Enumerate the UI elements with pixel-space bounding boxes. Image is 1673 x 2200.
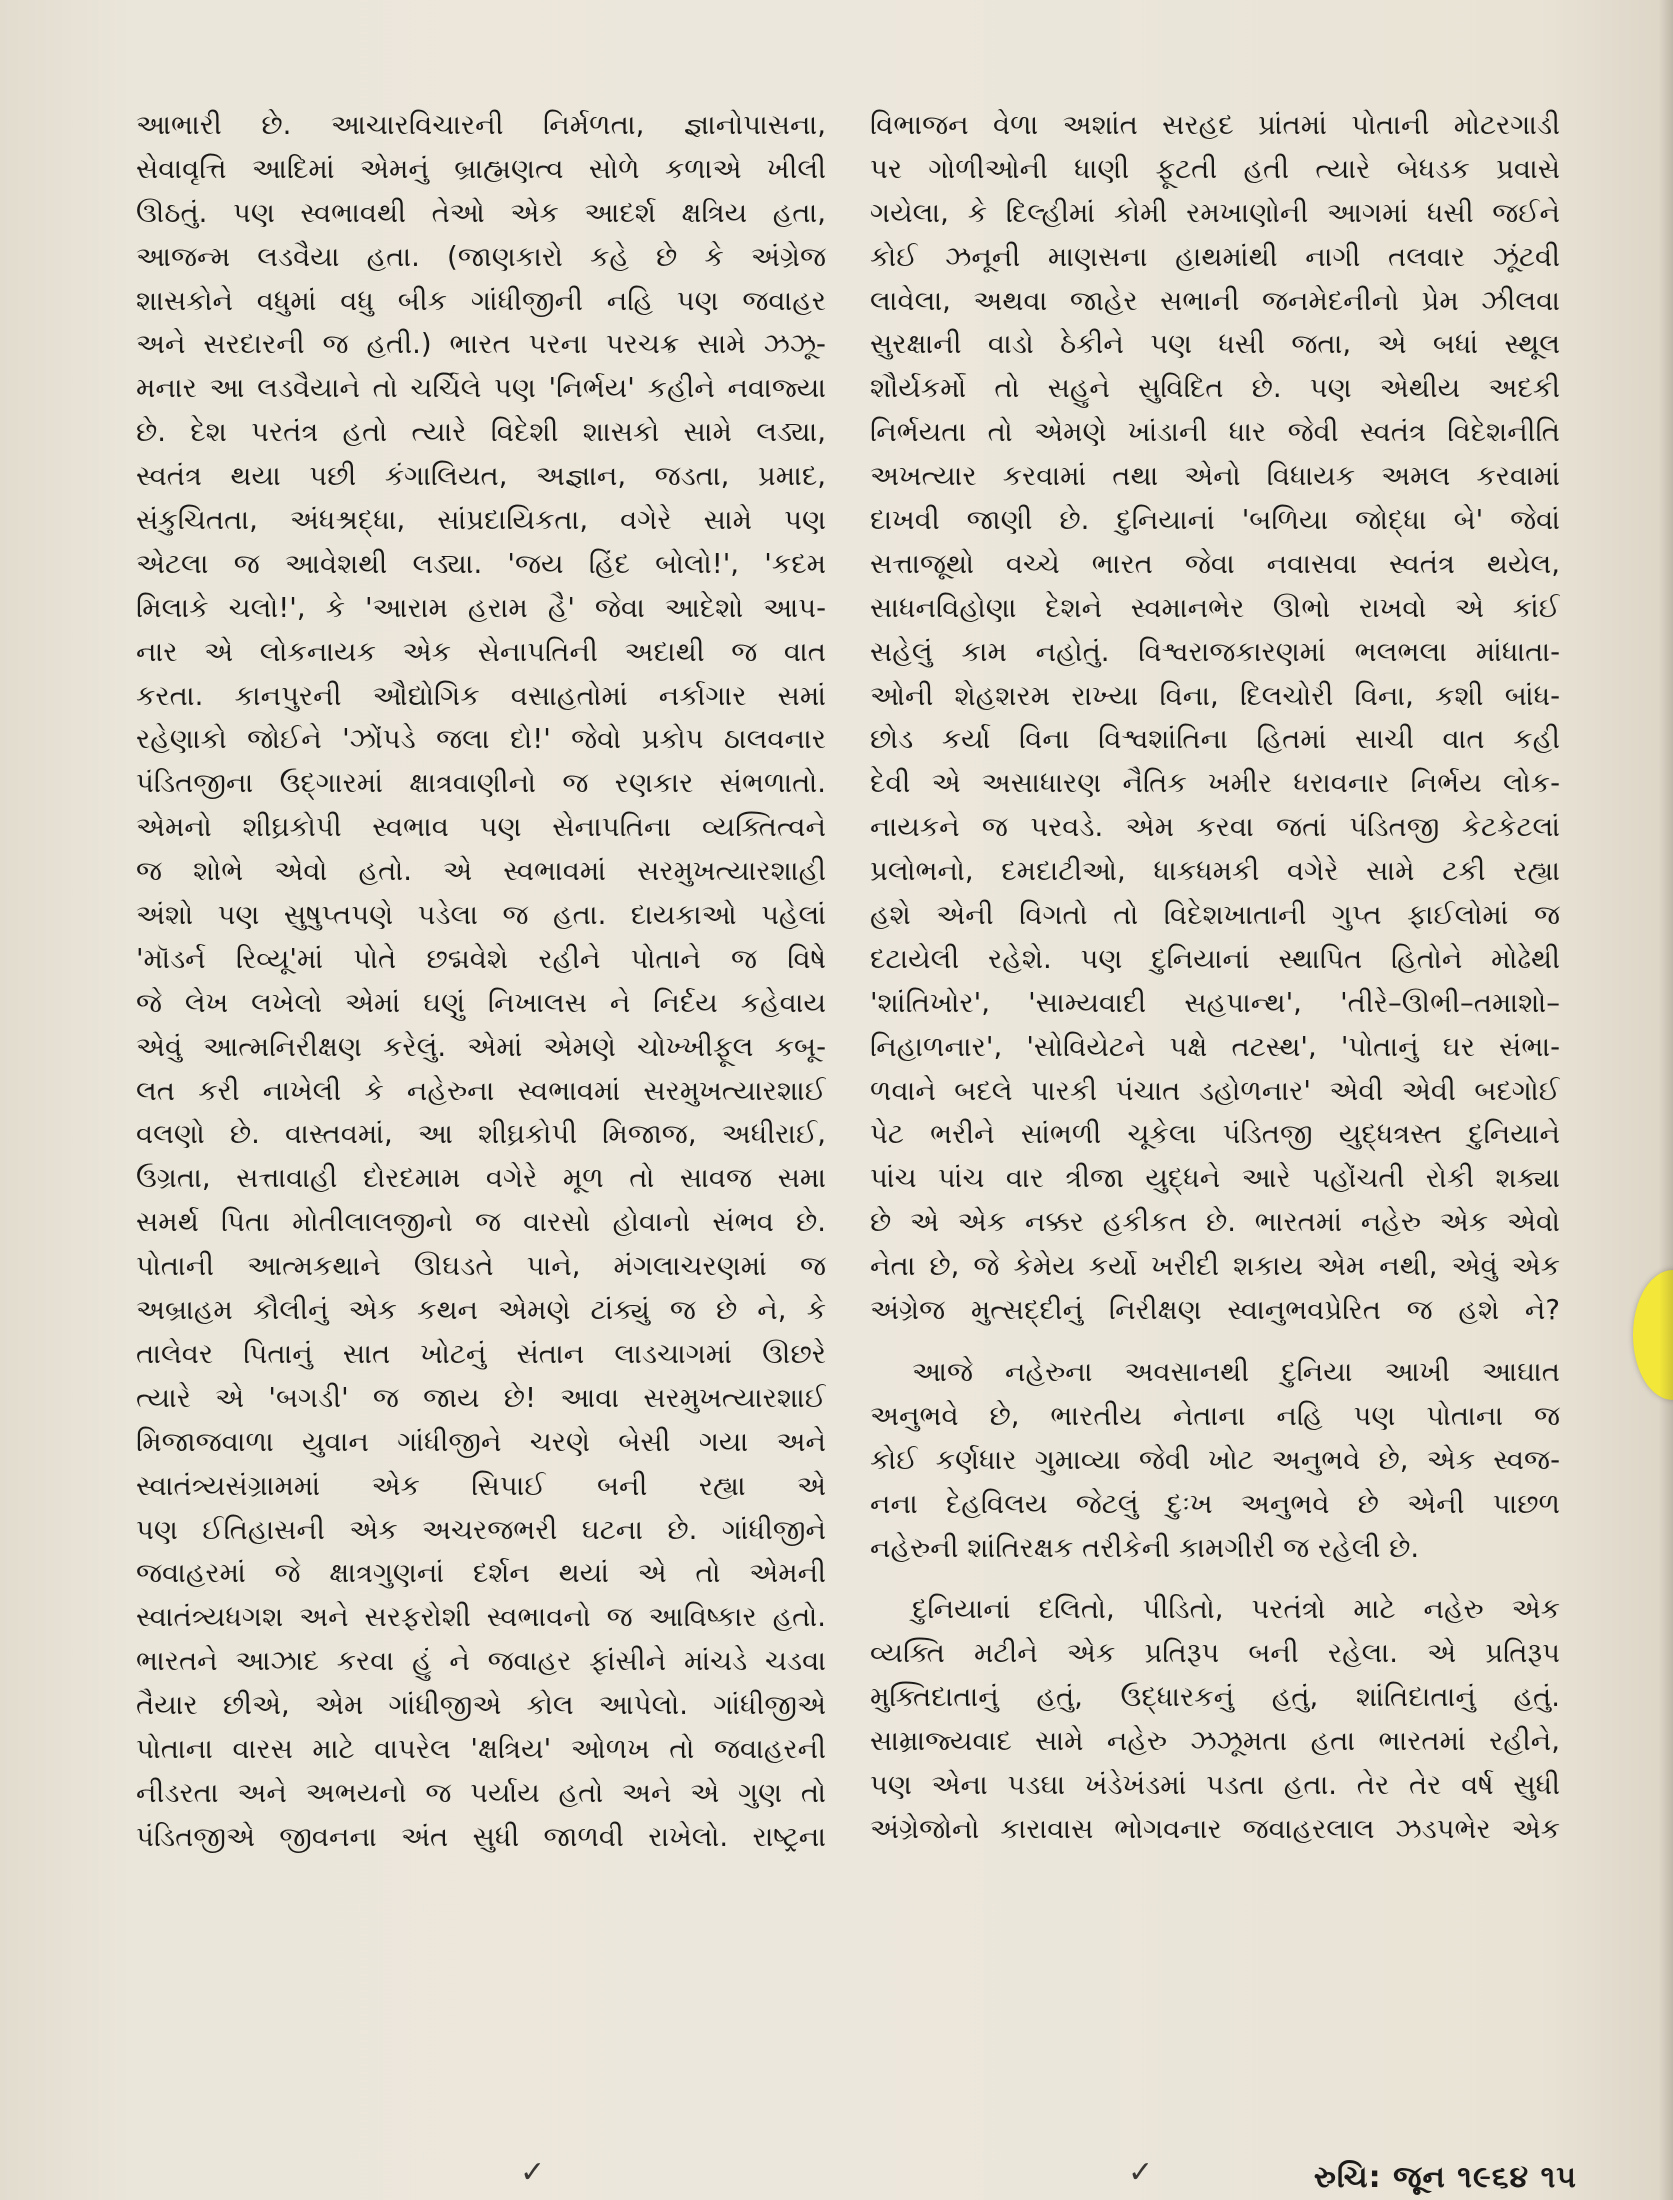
text-line: કોઈ ઝનૂની માણસના હાથમાંથી નાગી તલવાર ઝૂંટવી xyxy=(870,240,1560,273)
text-line: વલણો છે. વાસ્તવમાં, આ શીઘ્રકોપી મિજાજ, અધીરાઈ, xyxy=(136,1118,826,1151)
text-line: સ્વાતંત્ર્યસંગ્રામમાં એક સિપાઈ બની રહ્યા એ xyxy=(136,1469,826,1502)
text-line: સામ્રાજ્યવાદ સામે નહેરુ ઝઝૂમતા હતા ભારતમાં રહીને, xyxy=(870,1725,1560,1758)
text-line: અંગ્રેજ મુત્સદ્દીનું નિરીક્ષણ સ્વાનુભવપ્રેરિત જ હશે ને? xyxy=(870,1294,1560,1327)
text-line: ભારતને આઝાદ કરવા હું ને જવાહર ફાંસીને માંચડે ચડવા xyxy=(136,1645,826,1678)
text-line: પંડિતજીએ જીવનના અંત સુધી જાળવી રાખેલો. રાષ્ટ્રના xyxy=(136,1820,826,1853)
text-line: નિહાળનાર', 'સોવિયેટને પક્ષે તટસ્થ', 'પોતાનું ઘર સંભા- xyxy=(870,1030,1560,1063)
text-line: જવાહરમાં જે ક્ષાત્રગુણનાં દર્શન થયાં એ તો એમની xyxy=(136,1557,826,1590)
text-line: સમર્થ પિતા મોતીલાલજીનો જ વારસો હોવાનો સંભવ છે. xyxy=(136,1206,826,1239)
text-line: છે એ એક નક્કર હકીકત છે. ભારતમાં નહેરુ એક એવો xyxy=(870,1206,1560,1239)
text-line: એવું આત્મનિરીક્ષણ કરેલું. એમાં એમણે ચોખ્ખીફૂલ કબૂ- xyxy=(136,1030,826,1063)
text-line: જે લેખ લખેલો એમાં ઘણું નિખાલસ ને નિર્દય કહેવાય xyxy=(136,986,826,1019)
right-paragraph-3 xyxy=(870,1588,1560,1851)
text-line: સહેલું કામ નહોતું. વિશ્વરાજકારણમાં ભલભલા માંધાતા- xyxy=(870,635,1560,668)
text-line: દાખવી જાણી છે. દુનિયાનાં 'બળિયા જોદ્ધા બે' જેવાં xyxy=(870,504,1560,537)
text-line: પેટ ભરીને સાંભળી ચૂકેલા પંડિતજી યુદ્ધત્રસ્ત દુનિયાને xyxy=(870,1118,1560,1151)
text-line: એટલા જ આવેશથી લડ્યા. 'જય હિંદ બોલો!', 'કદમ xyxy=(136,547,826,580)
text-line: પોતાની આત્મકથાને ઊઘડતે પાને, મંગલાચરણમાં જ xyxy=(136,1250,826,1283)
text-line: 'શાંતિખોર', 'સામ્યવાદી સહપાન્થ', 'તીરે–ઊભી–તમાશો– xyxy=(870,986,1560,1019)
text-line: લત કરી નાખેલી કે નહેરુના સ્વભાવમાં સરમુખત્યારશાઈ xyxy=(136,1074,826,1107)
text-line: પણ એના પડઘા ખંડેખંડમાં પડતા હતા. તેર તેર વર્ષ સુધી xyxy=(870,1768,1560,1801)
text-line: વિભાજન વેળા અશાંત સરહદ પ્રાંતમાં પોતાની મોટરગાડી xyxy=(870,109,1560,141)
text-line: સ્વતંત્ર થયા પછી કંગાલિયત, અજ્ઞાન, જડતા, પ્રમાદ, xyxy=(136,460,826,493)
text-line: ઓની શેહશરમ રાખ્યા વિના, દિલચોરી વિના, કશી બાંધ- xyxy=(870,679,1560,712)
text-line: નિર્ભયતા તો એમણે ખાંડાની ધાર જેવી સ્વતંત્ર વિદેશનીતિ xyxy=(870,416,1560,449)
text-line: કોઈ કર્ણધાર ગુમાવ્યા જેવી ખોટ અનુભવે છે, એક સ્વજ- xyxy=(870,1443,1560,1476)
text-line: મુક્તિદાતાનું હતું, ઉદ્ધારકનું હતું, શાંતિદાતાનું હતું. xyxy=(870,1681,1560,1714)
paragraph-gap xyxy=(870,1570,1560,1588)
text-line: આજે નહેરુના અવસાનથી દુનિયા આખી આઘાત xyxy=(912,1355,1560,1388)
right-column xyxy=(870,104,1560,1852)
text-line: છે. દેશ પરતંત્ર હતો ત્યારે વિદેશી શાસકો સામે લડ્યા, xyxy=(136,416,826,449)
text-line: સંકુચિતતા, અંધશ્રદ્ધા, સાંપ્રદાયિકતા, વગેરે સામે પણ xyxy=(136,504,826,537)
text-line: પાંચ પાંચ વાર ત્રીજા યુદ્ધને આરે પહોંચતી રોકી શક્યા xyxy=(870,1162,1560,1195)
text-line: તાલેવર પિતાનું સાત ખોટનું સંતાન લાડચાગમાં ઊછરે xyxy=(136,1337,826,1370)
text-line: નાયકને જ પરવડે. એમ કરવા જતાં પંડિતજી કેટકેટલાં xyxy=(870,811,1560,844)
text-line: અબ્રાહમ કૌલીનું એક કથન એમણે ટાંક્યું જ છે ને, કે xyxy=(136,1294,826,1327)
right-paragraph-2 xyxy=(870,1351,1560,1570)
text-line: છોડ કર્યા વિના વિશ્વશાંતિના હિતમાં સાચી વાત કહી xyxy=(870,723,1560,756)
text-line: નીડરતા અને અભયનો જ પર્યાય હતો અને એ ગુણ તો xyxy=(136,1776,826,1809)
text-line: પંડિતજીના ઉદ્ગારમાં ક્ષાત્રવાણીનો જ રણકાર સંભળાતો. xyxy=(136,767,826,800)
text-line: આજન્મ લડવૈયા હતા. (જાણકારો કહે છે કે અંગ્રેજ xyxy=(136,240,826,273)
text-line: અખત્યાર કરવામાં તથા એનો વિધાયક અમલ કરવામાં xyxy=(870,460,1560,493)
text-line: નેતા છે, જે કેમેય કર્યો ખરીદી શકાય એમ નથી, એવું એક xyxy=(870,1250,1560,1283)
text-line: 'મૉડર્ન રિવ્યૂ'માં પોતે છદ્મવેશે રહીને પોતાને જ વિષે xyxy=(136,942,826,975)
text-line: ઉગ્રતા, સત્તાવાહી દોરદમામ વગેરે મૂળ તો સાવજ સમા xyxy=(136,1162,826,1195)
text-line: ઊઠતું. પણ સ્વભાવથી તેઓ એક આદર્શ ક્ષત્રિય હતા, xyxy=(136,196,826,229)
pencil-tick-mark: ✓ xyxy=(520,2155,546,2190)
text-line: સાધનવિહોણા દેશને સ્વમાનભેર ઊભો રાખવો એ કાંઈ xyxy=(870,591,1560,624)
text-line: પોતાના વારસ માટે વાપરેલ 'ક્ષત્રિય' ઓળખ તો જવાહરની xyxy=(136,1732,826,1765)
text-line: મિલાકે ચલો!', કે 'આરામ હરામ હૈ' જેવા આદેશો આપ- xyxy=(136,591,826,624)
text-line: અનુભવે છે, ભારતીય નેતાના નહિ પણ પોતાના જ xyxy=(870,1399,1560,1432)
text-line: સુરક્ષાની વાડો ઠેકીને પણ ધસી જતા, એ બધાં સ્થૂલ xyxy=(870,328,1560,361)
text-line: જ શોભે એવો હતો. એ સ્વભાવમાં સરમુખત્યારશાહી xyxy=(136,855,826,888)
text-line: શૌર્યકર્મો તો સહુને સુવિદિત છે. પણ એથીય અદકી xyxy=(870,372,1560,405)
text-line: નાર એ લોકનાયક એક સેનાપતિની અદાથી જ વાત xyxy=(136,635,826,668)
text-line: પ્રલોભનો, દમદાટીઓ, ધાકધમકી વગેરે સામે ટકી રહ્યા xyxy=(870,855,1560,888)
text-line: દુનિયાનાં દલિતો, પીડિતો, પરતંત્રો માટે નહેરુ એક xyxy=(912,1593,1560,1626)
text-line: નહેરુની શાંતિરક્ષક તરીકેની કામગીરી જ રહેલી છે. xyxy=(870,1531,1420,1564)
paragraph-gap xyxy=(870,1333,1560,1351)
text-line: કરતા. કાનપુરની ઔદ્યોગિક વસાહતોમાં નર્કાગાર સમાં xyxy=(136,679,826,712)
text-line: લાવેલા, અથવા જાહેર સભાની જનમેદનીનો પ્રેમ ઝીલવા xyxy=(870,284,1560,317)
text-line: ગયેલા, કે દિલ્હીમાં કોમી રમખાણોની આગમાં ધસી જઈને xyxy=(870,196,1560,229)
text-line: ત્યારે એ 'બગડી' જ જાય છે! આવા સરમુખત્યારશાઈ xyxy=(136,1381,826,1414)
text-line: તૈયાર છીએ, એમ ગાંધીજીએ કોલ આપેલો. ગાંધીજીએ xyxy=(136,1689,826,1722)
text-line: શાસકોને વધુમાં વધુ બીક ગાંધીજીની નહિ પણ જવાહર xyxy=(136,284,826,317)
text-line: અંગ્રેજોનો કારાવાસ ભોગવનાર જવાહરલાલ ઝડપભેર એક xyxy=(870,1812,1560,1845)
text-line: અંશો પણ સુષુપ્તપણે પડેલા જ હતા. દાયકાઓ પહેલાં xyxy=(136,899,826,932)
text-line: સ્વાતંત્ર્યધગશ અને સરફરોશી સ્વભાવનો જ આવિષ્કાર હતો. xyxy=(136,1601,826,1634)
text-line: સત્તાજૂથો વચ્ચે ભારત જેવા નવાસવા સ્વતંત્ર થયેલ, xyxy=(870,547,1560,580)
text-line: આભારી છે. આચારવિચારની નિર્મળતા, જ્ઞાનોપાસના, xyxy=(136,109,826,141)
left-column xyxy=(136,104,826,1860)
page-edge-shadow xyxy=(1659,0,1673,2200)
text-line: પર ગોળીઓની ધાણી ફૂટતી હતી ત્યારે બેધડક પ્રવાસે xyxy=(870,152,1560,185)
pencil-tick-mark: ✓ xyxy=(1128,2155,1154,2190)
text-line: ળવાને બદલે પારકી પંચાત ડહોળનાર' એવી એવી બદગોઈ xyxy=(870,1074,1560,1107)
text-line: દટાયેલી રહેશે. પણ દુનિયાનાં સ્થાપિત હિતોને મોઢેથી xyxy=(870,942,1560,975)
text-line: રહેણાકો જોઈને 'ઝોંપડે જલા દો!' જેવો પ્રકોપ ઠાલવનાર xyxy=(136,723,826,756)
text-line: નના દેહવિલય જેટલું દુઃખ અનુભવે છે એની પાછળ xyxy=(870,1487,1560,1520)
text-line: પણ ઈતિહાસની એક અચરજભરી ઘટના છે. ગાંધીજીને xyxy=(136,1513,826,1546)
text-line: એમનો શીઘ્રકોપી સ્વભાવ પણ સેનાપતિના વ્યક્તિત્વને xyxy=(136,811,826,844)
text-line: મનાર આ લડવૈયાને તો ચર્ચિલે પણ 'નિર્ભય' કહીને નવાજ્યા xyxy=(136,372,826,405)
text-line: વ્યક્તિ મટીને એક પ્રતિરૂપ બની રહેલા. એ પ્રતિરૂપ xyxy=(870,1637,1560,1670)
page-footer: રુચિ: જૂન ૧૯૬૪ ૧૫ xyxy=(1313,2160,1577,2195)
text-line: મિજાજવાળા યુવાન ગાંધીજીને ચરણે બેસી ગયા અને xyxy=(136,1425,826,1458)
text-line: હશે એની વિગતો તો વિદેશખાતાની ગુપ્ત ફાઈલોમાં જ xyxy=(870,899,1560,932)
text-line: સેવાવૃત્તિ આદિમાં એમનું બ્રાહ્મણત્વ સોળે કળાએ ખીલી xyxy=(136,152,826,185)
text-line: દેવી એ અસાધારણ નૈતિક ખમીર ધરાવનાર નિર્ભય લોક- xyxy=(870,767,1560,800)
right-paragraph-1 xyxy=(870,104,1560,1333)
text-line: અને સરદારની જ હતી.) ભારત પરના પરચક્ર સામે ઝઝૂ- xyxy=(136,328,826,361)
